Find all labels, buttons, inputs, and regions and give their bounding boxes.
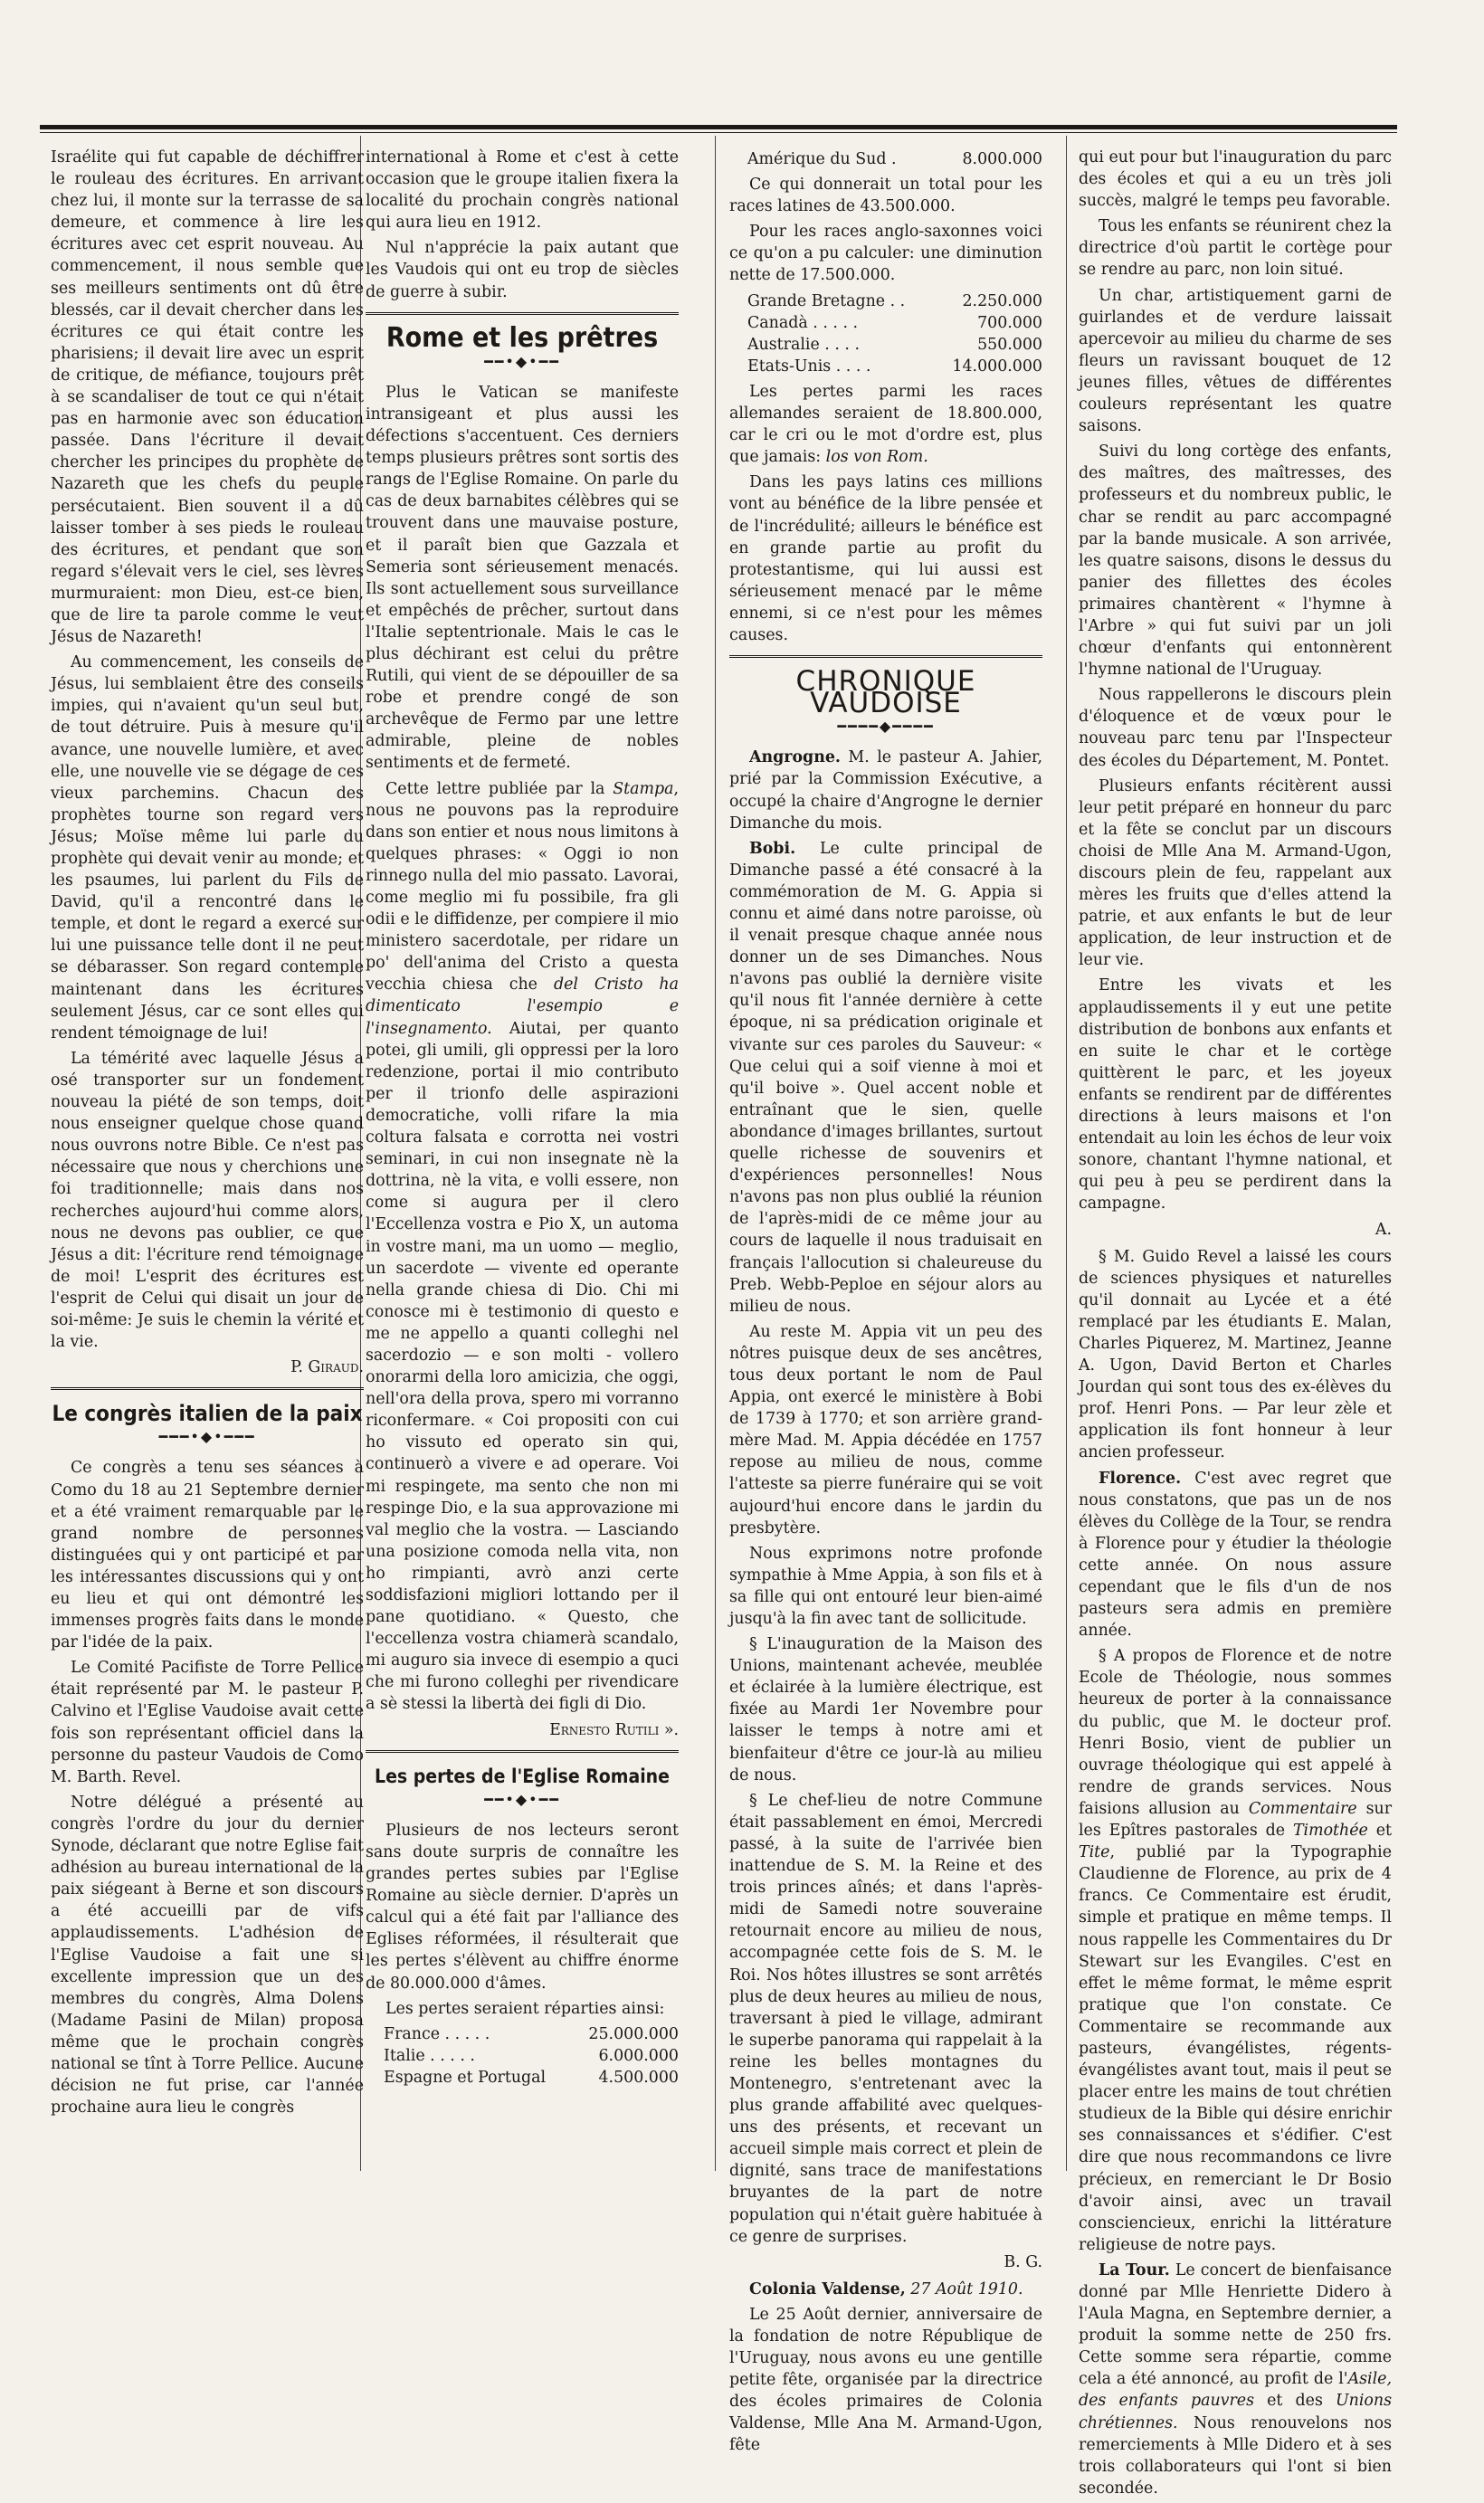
section-mark-icon: § xyxy=(1099,1647,1114,1666)
text-run: Commentaire xyxy=(1248,1799,1357,1818)
table-cell: Amérique du Sud . xyxy=(747,150,897,168)
text-run: , nous ne pouvons pas la reproduire dans son entier et nous nous limitons à quelques phrases: « Oggi io non rinnego nulla del mio passato. Lavorai, come meglio mi fu possibile, fra gli odii e le diffidenze, per compiere il mio ministero sacerdotale, per ridare un po' dell'anima del Cristo a questa vecchia chiesa che xyxy=(366,779,679,995)
text-run: Asile, des enfants pauvres xyxy=(1079,2370,1392,2411)
signature: B. G. xyxy=(1004,2252,1042,2271)
paragraph: Pour les races anglo-saxonnes voici ce qu'on a pu calculer: une diminution nette de 17.500.000. xyxy=(729,223,1042,285)
separator xyxy=(729,655,1042,658)
table-cell: Grande Bretagne . . xyxy=(747,291,906,310)
table-cell: 14.000.000 xyxy=(952,357,1042,376)
paragraph xyxy=(1079,1645,1392,2256)
paragraph: Dans les pays latins ces millions vont au bénéfice de la libre pensée et de l'incrédulité; ailleurs le bénéfice est en grande partie au profit du protestantisme, qui lui aussi est sérieusement menacé par le même ennemi, si ce n'est pour les mêmes causes. xyxy=(729,473,1042,644)
text-run: Nous renouvelons nos remerciements à Mlle Didero et à ses trois collaborateurs qui l'ont si bien secondée. xyxy=(1079,2413,1392,2498)
signature: P. Giraud. xyxy=(290,1358,364,1377)
table-cell: Etats-Unis . . . . xyxy=(747,357,871,376)
paragraph xyxy=(729,381,1042,468)
text-run: Tite xyxy=(1079,1843,1110,1862)
separator xyxy=(366,1750,679,1753)
paragraph: qui eut pour but l'inauguration du parc des écoles et qui a eu un très joli succès, malgré le temps peu favorable. xyxy=(1079,148,1392,211)
paragraph: Ce congrès a tenu ses séances à Como du 18 au 21 Septembre dernier et a été vraiment remarquable par le grand nombre de personnes distinguées qui y ont participé et par les intéressantes discussions qui y ont eu lieu et qui ont démontré les immenses progrès faits dans le monde par l'idée de la paix. xyxy=(51,1459,364,1652)
paragraph xyxy=(729,2279,1042,2300)
paragraph: Israélite qui fut capable de déchiffrer le rouleau des écritures. En arrivant chez lui, il monte sur la terrasse de sa demeure, et commence à lire les écritures avec cet esprit nouveau. Au commencement, il nous semble que ses meilleurs sentiments ont dû être blessés, car il devait chercher dans les écritures ce qui était contre les pharisiens; il devait lire avec un esprit de critique, de méfiance, toujours prêt à se scandaliser de tout ce qui n'était pas en harmonie avec son éducation passée. Dans l'écriture il devait chercher les principes du prophète de Nazareth que les chefs du peuple persécutaient. Bien souvent il a dû laisser tomber à ses pieds le rouleau des écritures, et pendant que son regard s'élevait vers le ciel, ses lèvres murmuraient: mon Dieu, est-ce bien, que de lire ta parole comme le veut Jésus de Nazareth! xyxy=(51,148,364,647)
text-run: Stampa xyxy=(613,779,674,798)
text-run: et xyxy=(1367,1822,1392,1841)
table-cell: 700.000 xyxy=(977,313,1042,332)
losses-table xyxy=(747,290,1042,377)
table-cell: Italie . . . . . xyxy=(384,2046,475,2065)
column-3 xyxy=(729,147,1042,2460)
text-run: et des xyxy=(1254,2392,1336,2411)
headline-chronique: CHRONIQUE VAUDOISE xyxy=(795,665,976,720)
table-cell: 8.000.000 xyxy=(962,150,1042,168)
paragraph: Le 25 Août dernier, anniversaire de la fondation de notre République de l'Uruguay, nous avons eu une gentille petite fête, organisée par la directrice des écoles primaires de Colonia Valdense, Mlle Ana M. Armand-Ugon, fête xyxy=(729,2305,1042,2455)
paragraph: Plus le Vatican se manifeste intransigeant et plus aussi les défections s'accentuent. Ces derniers temps plusieurs prêtres sont sortis des rangs de l'Eglise Romaine. On parle du cas de deux barnabites célèbres qui se trouvent dans une mauvaise posture, et il paraît bien que Gazzala et Semeria sont sérieusement menacés. Ils sont actuellement sous surveillance et empêchés de prêcher, surtout dans l'Italie septentrionale. Mais le cas le plus déchirant est celui du prêtre Rutili, qui vient de se dépouiller de sa robe et prendre congé de son archevêque de Fermo par une lettre admirable, pleine de nobles sentiments et de fermeté. xyxy=(366,383,679,773)
paragraph xyxy=(729,838,1042,1318)
text-run: Cette lettre publiée par la xyxy=(385,779,614,798)
text-run: Le culte principal de Dimanche passé a été consacré à la commémoration de M. G. Appia si connu et aimé dans notre paroisse, où il venait presque chaque année nous donner un de ses Dimanches. Nous n'avons pas oublié la dernière visite qu'il nous fit l'année dernière à cette époque, ni sa prédication originale et vivante sur ces paroles du Sauveur: « Que celui qui a soif vienne à moi et qu'il boive ». Quel accent noble et entraînant que le sien, quelle abondance d'images brillantes, surtout quelle richesse de souvenirs et d'expériences personnelles! Nous n'avons pas non plus oublié la réunion de l'après-midi de ce même jour au cours de laquelle il nous traduisait en français l'allocution si chaleureuse du Preb. Webb-Peploe en séjour alors au milieu de nous. xyxy=(729,839,1042,1316)
headline-pertes: Les pertes de l'Eglise Romaine xyxy=(375,1765,670,1787)
table-cell: Canadà . . . . . xyxy=(747,313,859,332)
section-mark-icon: § xyxy=(1099,1247,1114,1266)
table-cell: 25.000.000 xyxy=(588,2024,679,2043)
paragraph: international à Rome et c'est à cette occasion que le groupe italien fixera la localité du prochain congrès national qui aura lieu en 1912. xyxy=(366,148,679,233)
text-run: Timothée xyxy=(1292,1822,1368,1841)
text-run: los von Rom. xyxy=(825,448,928,467)
paragraph xyxy=(1079,1246,1392,1464)
signature: A. xyxy=(1375,1220,1392,1239)
section-mark-icon: § xyxy=(749,1791,768,1810)
text-run: , publié par la Typographie Claudienne de Florence, au prix de 4 francs. Ce Commentaire est érudit, simple et pratique en même temps. Il nous rappelle les Commentaires du Dr Stewart sur les Evangiles. C'est en effet le même format, le même esprit pratique que l'on constate. Ce Commentaire se recommande aux pasteurs, évangélistes, régents-évangélistes avant tout, mais il peut se placer entre les mains de tout chrétien studieux de la Bible qui désire enrichir ses connaissances et s'édifier. C'est dire que nous recommandons ce livre précieux, en remerciant le Dr Bosio d'avoir ainsi, avec un travail consciencieux, enrichi la littérature religieuse de notre pays. xyxy=(1079,1843,1392,2254)
paragraph: Le Comité Pacifiste de Torre Pellice était représenté par M. le pasteur P. Calvino et l'Eglise Vaudoise avait cette fois son représentant officiel dans la personne du pasteur Vaudois de Como M. Barth. Revel. xyxy=(51,1659,364,1786)
table-cell: 4.500.000 xyxy=(598,2068,679,2087)
losses-table xyxy=(384,2023,679,2089)
paragraph xyxy=(729,1633,1042,1786)
run-in-heading: La Tour. xyxy=(1099,2260,1170,2279)
signature: Ernesto Rutili ». xyxy=(549,1720,679,1739)
paragraph: Tous les enfants se réunirent chez la directrice d'où partit le cortège pour se rendre au parc, non loin situé. xyxy=(1079,217,1392,280)
ornament-icon: ━━•◆•━━ xyxy=(484,352,560,370)
section-mark-icon: § xyxy=(749,1635,767,1654)
column-4 xyxy=(1079,147,1392,2503)
top-rule xyxy=(40,125,1397,133)
text-run: M. Guido Revel a laissé les cours de sciences physiques et naturelles qu'il donnait au Lycée et a été remplacé par les étudiants E. Malan, Charles Piquerez, M. Martinez, Jeanne A. Ugon, David Berton et Charles Jourdan qui sont tous des ex-élèves du prof. Henri Pons. — Par leur zèle et application ils font honneur à leur ancien professeur. xyxy=(1079,1247,1392,1462)
paragraph: Suivi du long cortège des enfants, des maîtres, des maîtresses, des professeurs et du nombreux public, le char se rendit au parc accompagné par la bande musicale. A son arrivée, les quatre saisons, disons le dessus du panier des fillettes des écoles primaires chantèrent « l'hymne à l'Arbre » qui fut suivi par un joli chœur d'enfants qui entonnèrent l'hymne national de l'Uruguay. xyxy=(1079,443,1392,680)
separator xyxy=(366,312,679,315)
paragraph: Les pertes seraient réparties ainsi: xyxy=(385,1999,665,2018)
dateline: 27 Août 1910. xyxy=(905,2279,1023,2298)
paragraph xyxy=(366,778,679,1716)
paragraph: Notre délégué a présenté au congrès l'ordre du jour du dernier Synode, déclarant que notre Eglise fait adhésion au bureau international de la paix siégeant à Berne et son discours a été accueilli par de vifs applaudissements. L'adhésion de l'Eglise Vaudoise a fait une si excellente impression que un des membres du congrès, Alma Dolens (Madame Pasini de Milan) proposa même que le prochain congrès national se tînt à Torre Pellice. Aucune décision ne fut prise, car l'année prochaine aura lieu le congrès xyxy=(51,1793,364,2118)
text-run: C'est avec regret que nous constatons, que pas un de nos élèves du Collège de la Tour, se rendra à Florence pour y étudier la théologie cette année. On nous assure cependant que le fils d'un de nos pasteurs sera admis en première année. xyxy=(1079,1469,1392,1641)
table-cell: Espagne et Portugal xyxy=(384,2068,547,2087)
paragraph: La témérité avec laquelle Jésus a osé transporter sur un fondement nouveau la piété de son temps, doit nous enseigner quelque chose quand nous ouvrons notre Bible. Ce n'est pas nécessaire que nous y cherchions une foi traditionnelle; mais dans nos recherches aujourd'hui comme alors, nous ne devons pas oublier, ce que Jésus a dit: l'écriture rend témoignage de moi! L'esprit des écritures est l'esprit de Celui qui disait un jour de soi-même: Je suis le chemin la vérité et la vie. xyxy=(51,1049,364,1352)
paragraph xyxy=(1079,1468,1392,1642)
text-run: A propos de Florence et de notre Ecole de Théologie, nous sommes heureux de porter à la connaissance du public, que M. le docteur prof. Henri Bosio, vient de publier un ouvrage théologique qui est appelé à rendre de grands services. Nous faisions allusion au xyxy=(1079,1647,1392,1818)
paragraph: Ce qui donnerait un total pour les races latines de 43.500.000. xyxy=(729,176,1042,216)
ornament-icon: ━━━━◆━━━━ xyxy=(837,718,935,736)
text-run: Le concert de bienfaisance donné par Mlle Henriette Didero à l'Aula Magna, en Septembre dernier, a produit la somme nette de 250 frs. Cette somme sera répartie, comme cela a été annoncé, au profit de l' xyxy=(1079,2260,1393,2389)
paragraph: Nul n'apprécie la paix autant que les Vaudois qui ont eu trop de siècles de guerre à subir. xyxy=(366,239,679,301)
paragraph: Nous rappellerons le discours plein d'éloquence et de vœux pour le nouveau parc tenu par l'Inspecteur des écoles du Département, M. Pontet. xyxy=(1079,686,1392,770)
run-in-heading: Bobi. xyxy=(749,839,796,858)
headline-congres: Le congrès italien de la paix xyxy=(52,1401,363,1427)
text-run: Les pertes parmi les races allemandes seraient de 18.800.000, car le cri ou le mot d'ordre est, plus que jamais: xyxy=(729,382,1042,467)
text-run: Unions chrétiennes. xyxy=(1079,2392,1392,2432)
column-rule xyxy=(715,136,716,2171)
table-cell: 6.000.000 xyxy=(598,2046,679,2065)
ornament-icon: ━━•◆•━━ xyxy=(484,1790,560,1808)
text-run: Le chef-lieu de notre Commune était passablement en émoi, Mercredi passé, à la suite de l'arrivée bien inattendue de S. M. la Reine et des trois princes aînés; et dans l'après-midi de Samedi notre souveraine retournait encore au milieu de nous, accompagnée cette fois de S. M. le Roi. Nos hôtes illustres se sont arrêtés plus de deux heures au milieu de nous, traversant à pied le village, admirant le superbe panorama qui rappelait à la reine les belles montagnes du Montenegro, s'entretenant avec la plus grande affabilité avec quelques-uns des présents, et recevant un accueil simple mais correct et plein de dignité, sans trace de manifestations bruyantes de la part de notre population qui n'était guère habituée à ce genre de surprises. xyxy=(729,1791,1042,2246)
paragraph xyxy=(729,747,1042,833)
table-cell: France . . . . . xyxy=(384,2024,490,2043)
losses-table xyxy=(747,148,1042,170)
column-1 xyxy=(51,147,364,2122)
paragraph xyxy=(1079,2260,1392,2499)
paragraph: Entre les vivats et les applaudissements il y eut une petite distribution de bonbons aux enfants et en suite le char et le cortège quittèrent le parc, et les joyeux enfants se rendirent par de différentes directions à leurs maisons et l'on entendait au loin les échos de leur voix sonore, chantant l'hymne national, et qui peu à peu se perdirent dans la campagne. xyxy=(1079,976,1392,1213)
paragraph: Plusieurs de nos lecteurs seront sans doute surpris de connaître les grandes pertes subies par l'Eglise Romaine au siècle dernier. D'après un calcul qui a été fait par l'alliance des Eglises réformées, il résulterait que les pertes s'élèvent au chiffre énorme de 80.000.000 d'âmes. xyxy=(366,1821,679,1993)
table-cell: Australie . . . . xyxy=(747,335,860,354)
text-run: sur les Epîtres pastorales de xyxy=(1079,1799,1393,1841)
column-2 xyxy=(366,147,679,2092)
column-rule xyxy=(1066,136,1067,2171)
separator xyxy=(51,1387,364,1390)
paragraph: Un char, artistiquement garni de guirlandes et de verdure laissait apercevoir au milieu du charme de ses fleurs un ravissant bouquet de 12 jeunes filles, vêtues de différentes couleurs représentant les quatre saisons. xyxy=(1079,286,1392,436)
paragraph: Nous exprimons notre profonde sympathie à Mme Appia, à son fils et à sa fille qui ont entouré leur bien-aimé jusqu'à la fin avec tant de sollicitude. xyxy=(729,1544,1042,1628)
text-run: Aiutai, per quanto potei, gli umili, gli oppressi per la loro redenzione, portai il mio contributo per il trionfo delle aspirazioni democratiche, volli rifare la mia coltura falsata e corrotta nei vostri seminari, in cui non insegnate nè la dottrina, nè la vita, e volli essere, non come si augura per il clero l'Eccellenza vostra e Pio X, un automa in vostre mani, ma un uomo — meglio, un sacerdote — vivente ed operante nella grande chiesa di Dio. Chi mi conosce mi è testimonio di questo e me ne appello a quanti colleghi nel sacerdozio — e son molti - vollero onorarmi della loro amicizia, che oggi, nell'ora della prova, spero mi vorranno riconfermare. « Coi propositi con cui ho vissuto ed operato sin qui, continuerò a vivere e ad operare. Voi mi respingete, ma sento che non mi respinge Dio, e la sua approvazione mi val meglio che la vostra. — Lasciando una posizione comoda nella vita, non ho rimpianti, avrò anzi certe soddisfazioni migliori lottando per il pane quotidiano. « Questo, che l'eccellenza vostra chiamerà scandalo, mi auguro sia invece di esempio a quci che mi furono colleghi per rivendicare a sè stessi la libertà dei figli di Dio. xyxy=(366,1019,679,1714)
paragraph: Au reste M. Appia vit un peu des nôtres puisque deux de ses ancêtres, tous deux portant le nom de Paul Appia, ont exercé le ministère à Bobi de 1739 à 1770; et son arrière grand-mère Mad. M. Appia décédée en 1757 repose au milieu de nous, comme l'atteste sa pierre funéraire qui se voit aujourd'hui encore dans le jardin du presbytère. xyxy=(729,1322,1042,1537)
paragraph: Plusieurs enfants récitèrent aussi leur petit préparé en honneur du parc et la fête se conclut par un discours choisi de Mlle Ana M. Armand-Ugon, discours plein de feu, rappelant aux mères les fruits que d'elles attend la patrie, et aux enfants le but de leur application, de leur instruction et de leur vie. xyxy=(1079,776,1392,970)
headline-rome: Rome et les prêtres xyxy=(385,321,659,354)
run-in-heading: Florence. xyxy=(1099,1469,1182,1488)
table-cell: 2.250.000 xyxy=(962,291,1042,310)
run-in-heading: Colonia Valdense, xyxy=(749,2279,906,2298)
run-in-heading: Angrogne. xyxy=(749,748,841,767)
paragraph: Au commencement, les conseils de Jésus, lui semblaient être des conseils impies, qui n'avaient qu'un seul but, de tout détruire. Puis à mesure qu'il avance, une nouvelle lumière, et avec elle, une nouvelle vie se dégage de ces vieux parchemins. Chacun des prophètes tourne son regard vers Jésus; Moïse même lui parle du prophète qui devait venir au monde; et les psaumes, lui parlent du Fils de David, qu'il a rencontré dans le temple, et dont le regard a exercé sur lui une puissance telle dont il ne peut se débarasser. Son regard contemple maintenant dans les écritures seulement Jésus, car ce sont elles qui rendent témoignage de lui! xyxy=(51,653,364,1042)
text-run: L'inauguration de la Maison des Unions, maintenant achevée, meublée et éclairée à la lumière électrique, est fixée au Mardi 1er Novembre pour laisser le temps à notre ami et bienfaiteur d'être ce jour-là au milieu de nous. xyxy=(729,1635,1042,1784)
text-run: del Cristo ha dimenticato l'esempio e l'insegnamento. xyxy=(366,976,679,1038)
table-cell: 550.000 xyxy=(977,335,1042,354)
paragraph xyxy=(729,1790,1042,2248)
ornament-icon: ━━━•◆•━━━ xyxy=(158,1428,256,1446)
text-run: M. le pasteur A. Jahier, prié par la Commission Exécutive, a occupé la chaire d'Angrogne le dernier Dimanche du mois. xyxy=(729,748,1042,833)
